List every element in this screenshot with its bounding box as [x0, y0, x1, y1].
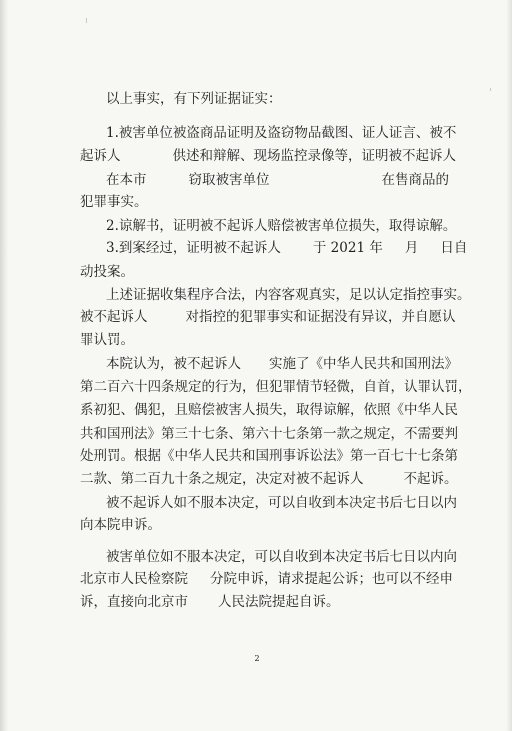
text-line: 第二百六十四条规定的行为，但犯罪情节轻微，自首，认罪认罚，: [80, 379, 472, 395]
text-line: 处刑罚。根据《中华人民共和国刑事诉讼法》第一百七十七条第: [80, 448, 458, 464]
text-line: 诉，直接向北京市 人民法院提起自诉。: [80, 594, 340, 610]
text-line: 以上事实，有下列证据证实：: [106, 91, 282, 107]
text-line: 本院认为，被不起诉人 实施了《中华人民共和国刑法》: [106, 356, 458, 372]
text-line: 被不起诉人 对指控的犯罪事实和证据没有异议，并自愿认: [80, 309, 456, 325]
text-line: 系初犯、偶犯，且赔偿被害人损失，取得谅解，依照《中华人民: [80, 402, 458, 418]
text-line: 3.到案经过，证明被不起诉人 于 2021 年 月 日自: [106, 240, 468, 256]
text-line: 在本市 窃取被害单位 在售商品的: [106, 172, 449, 188]
page-number: 2: [254, 654, 260, 663]
text-line: 1.被害单位被盗商品证明及盗窃物品截图、证人证言、被不: [106, 125, 457, 141]
scan-mark: [86, 18, 87, 23]
text-line: 被害单位如不服本决定，可以自收到本决定书后七日以内向: [106, 549, 457, 565]
text-line: 动投案。: [80, 264, 134, 280]
text-line: 共和国刑法》第三十七条、第六十七条第一款之规定，不需要判: [80, 426, 458, 442]
text-line: 二款、第二百九十条之规定，决定对被不起诉人 不起诉。: [80, 471, 458, 487]
scan-mark: [490, 88, 491, 91]
text-line: 罪认罚。: [80, 332, 134, 348]
text-line: 北京市人民检察院 分院申诉，请求提起公诉；也可以不经申: [80, 571, 453, 587]
text-line: 2.谅解书，证明被不起诉人赔偿被害单位损失，取得谅解。: [106, 218, 457, 234]
text-line: 向本院申诉。: [80, 517, 161, 533]
text-line: 上述证据收集程序合法，内容客观真实，足以认定指控事实。: [106, 287, 471, 303]
text-line: 起诉人 供述和辩解、现场监控录像等，证明被不起诉人: [80, 148, 456, 164]
text-line: 犯罪事实。: [80, 194, 148, 210]
text-line: 被不起诉人如不服本决定，可以自收到本决定书后七日以内: [106, 495, 457, 511]
